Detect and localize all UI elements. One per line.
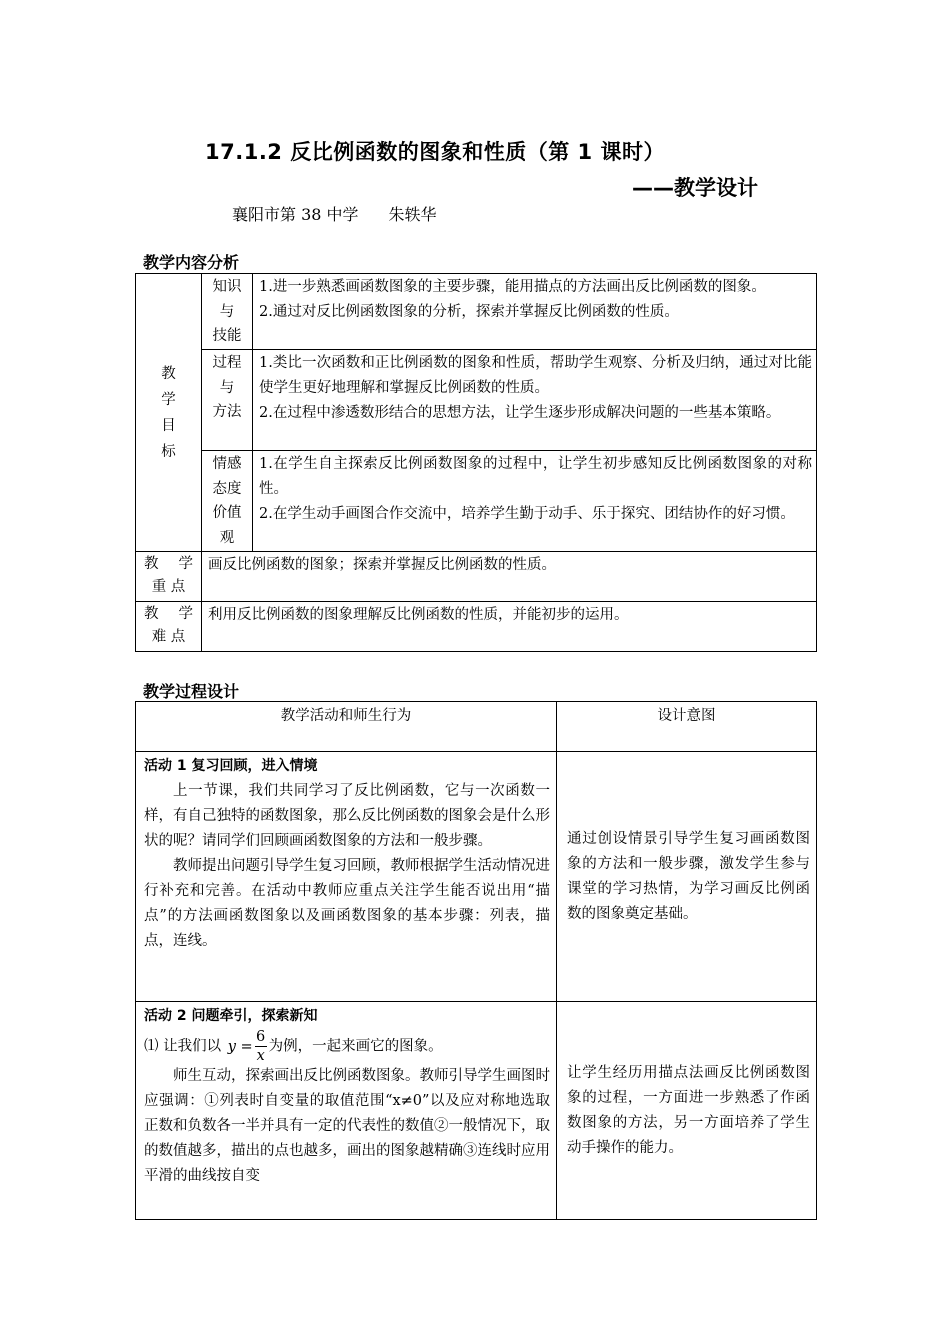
author-name: 朱轶华 <box>388 205 437 224</box>
knowledge-skill-label: 知识 与 技能 <box>202 274 253 350</box>
school-name: 襄阳市第 38 中学 <box>232 205 359 224</box>
key-point-label: 教 学 重 点 <box>136 552 202 602</box>
content-analysis-heading: 教学内容分析 <box>143 253 240 272</box>
activity-2-cell <box>136 1002 557 1220</box>
activity-1-intent: 通过创设情景引导学生复习画函数图象的方法和一般步骤，激发学生参与课堂的学习热情，为学习画反比例函数的图象奠定基础。 <box>557 752 817 1002</box>
activity-2-para-1: 师生互动，探索画出反比例函数图象。教师引导学生画图时应强调：①列表时自变量的取值范围“x≠0”以及应对称地选取正数和负数各一半并具有一定的代表性的数值②一般情况下，取的数值越多，描出的点也越多，画出的图象越精确③连线时应用平滑的曲线按自变 <box>144 1068 550 1184</box>
process-method-content: 1.类比一次函数和正比例函数的图象和性质，帮助学生观察、分析及归纳，通过对比能使学生更好地理解和掌握反比例函数的性质。 2.在过程中渗透数形结合的思想方法，让学生逐步形成解决问题的一些基本策略。 <box>253 350 817 451</box>
difficulty-content: 利用反比例函数的图象理解反比例函数的性质，并能初步的运用。 <box>202 602 817 652</box>
doc-subtitle: ——教学设计 <box>632 176 758 200</box>
process-design-table <box>135 701 817 1220</box>
difficulty-label: 教 学 难 点 <box>136 602 202 652</box>
content-analysis-table <box>135 273 817 652</box>
doc-title: 17.1.2 反比例函数的图象和性质（第 1 课时） <box>205 140 665 164</box>
author-line <box>232 202 437 225</box>
activity-2-question: ⑴ 让我们以 y = $\frac{6}{x}$ 为例，一起来画它的图象。 <box>144 1029 443 1064</box>
goal-label: 教 学 目 标 <box>136 274 202 552</box>
activity-1-title: 活动 1 复习回顾，进入情境 <box>144 758 318 774</box>
process-design-heading: 教学过程设计 <box>143 682 240 701</box>
formula: y = $\frac{6}{x}$ <box>227 1029 266 1064</box>
activity-2-intent: 让学生经历用描点法画反比例函数图象的过程，一方面进一步熟悉了作函数图象的方法，另一方面培养了学生动手操作的能力。 <box>557 1002 817 1220</box>
col-header-intent: 设计意图 <box>557 702 817 752</box>
activity-1-para-2: 教师提出问题引导学生复习回顾，教师根据学生活动情况进行补充和完善。在活动中教师应重点关注学生能否说出用“描点”的方法画函数图象以及画函数图象的基本步骤：列表，描点，连线。 <box>144 858 550 949</box>
col-header-activities: 教学活动和师生行为 <box>136 702 557 752</box>
activity-1-para-1: 上一节课，我们共同学习了反比例函数，它与一次函数一样，有自己独特的函数图象，那么反比例函数的图象会是什么形状的呢？请同学们回顾画函数图象的方法和一般步骤。 <box>144 783 550 849</box>
activity-2-title: 活动 2 问题牵引，探索新知 <box>144 1008 318 1024</box>
key-point-content: 画反比例函数的图象；探索并掌握反比例函数的性质。 <box>202 552 817 602</box>
activity-1-cell <box>136 752 557 1002</box>
knowledge-skill-content: 1.进一步熟悉画函数图象的主要步骤，能用描点的方法画出反比例函数的图象。 2.通过对反比例函数图象的分析，探索并掌握反比例函数的性质。 <box>253 274 817 350</box>
process-method-label: 过程 与 方法 <box>202 350 253 451</box>
emotion-value-content: 1.在学生自主探索反比例函数图象的过程中，让学生初步感知反比例函数图象的对称性。 2.在学生动手画图合作交流中，培养学生勤于动手、乐于探究、团结协作的好习惯。 <box>253 451 817 552</box>
emotion-value-label: 情感 态度 价值 观 <box>202 451 253 552</box>
